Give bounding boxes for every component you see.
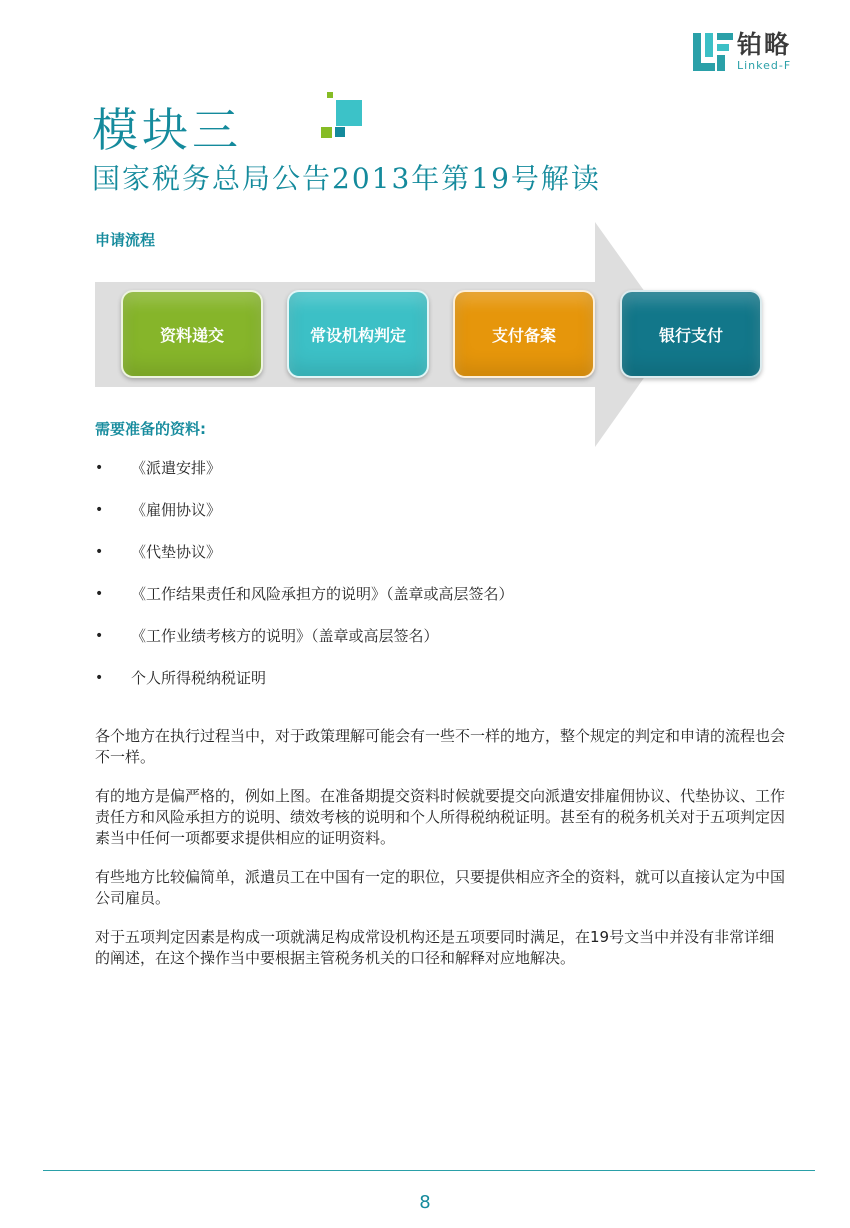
- decor-square: [335, 127, 345, 137]
- list-item-text: 《工作结果责任和风险承担方的说明》（盖章或高层签名）: [131, 585, 514, 603]
- paragraph: 有些地方比较偏简单，派遣员工在中国有一定的职位，只要提供相应齐全的资料，就可以直接认定为中国公司雇员。: [95, 868, 786, 907]
- body-text: [95, 726, 785, 987]
- bullet-icon: •: [95, 628, 104, 644]
- logo-english-text: Linked-F: [737, 59, 792, 72]
- process-step-bank-payment: 银行支付: [620, 290, 762, 378]
- logo-mark-icon: [693, 33, 733, 71]
- list-item: [95, 668, 775, 688]
- paragraph: 各个地方在执行过程当中，对于政策理解可能会有一些不一样的地方，整个规定的判定和申请的流程也会不一样。: [95, 727, 786, 766]
- list-item: [95, 626, 775, 646]
- paragraph: 有的地方是偏严格的，例如上图。在准备期提交资料时候就要提交向派遣安排雇佣协议、代垫协议、工作责任方和风险承担方的说明、绩效考核的说明和个人所得税纳税证明。甚至有的税务机关对于五项判定因素当中任何一项都要求提供相应的证明资料。: [95, 787, 786, 847]
- bullet-icon: •: [95, 502, 104, 518]
- decor-square: [336, 100, 362, 126]
- list-item-text: 《工作业绩考核方的说明》（盖章或高层签名）: [131, 627, 439, 645]
- page-number: 8: [419, 1192, 431, 1213]
- list-item-text: 《代垫协议》: [131, 543, 222, 561]
- list-item: [95, 542, 775, 562]
- module-subtitle: 国家税务总局公告2013年第19号解读: [92, 162, 601, 195]
- list-item-text: 《派遣安排》: [131, 459, 222, 477]
- list-item: [95, 500, 775, 520]
- materials-heading: 需要准备的资料:: [95, 420, 206, 438]
- bullet-icon: •: [95, 670, 104, 686]
- list-item: [95, 584, 775, 604]
- list-item-text: 《雇佣协议》: [131, 501, 222, 519]
- paragraph: 对于五项判定因素是构成一项就满足构成常设机构还是五项要同时满足，在19号文当中并没有非常详细的阐述，在这个操作当中要根据主管税务机关的口径和解释对应地解决。: [95, 928, 775, 967]
- logo-chinese-text: 铂略: [737, 30, 792, 59]
- module-title: 模块三: [92, 103, 242, 157]
- process-step-payment-filing: 支付备案: [453, 290, 595, 378]
- decor-square: [327, 92, 333, 98]
- list-item-text: 个人所得税纳税证明: [131, 669, 267, 687]
- decor-square: [321, 127, 332, 138]
- process-step-pe-determination: 常设机构判定: [287, 290, 429, 378]
- bullet-icon: •: [95, 586, 104, 602]
- bullet-icon: •: [95, 544, 104, 560]
- process-step-materials-submission: 资料递交: [121, 290, 263, 378]
- materials-list: [95, 458, 775, 710]
- brand-logo: [693, 30, 813, 74]
- footer-divider: [43, 1170, 815, 1171]
- list-item: [95, 458, 775, 478]
- process-heading: 申请流程: [95, 231, 156, 249]
- bullet-icon: •: [95, 460, 104, 476]
